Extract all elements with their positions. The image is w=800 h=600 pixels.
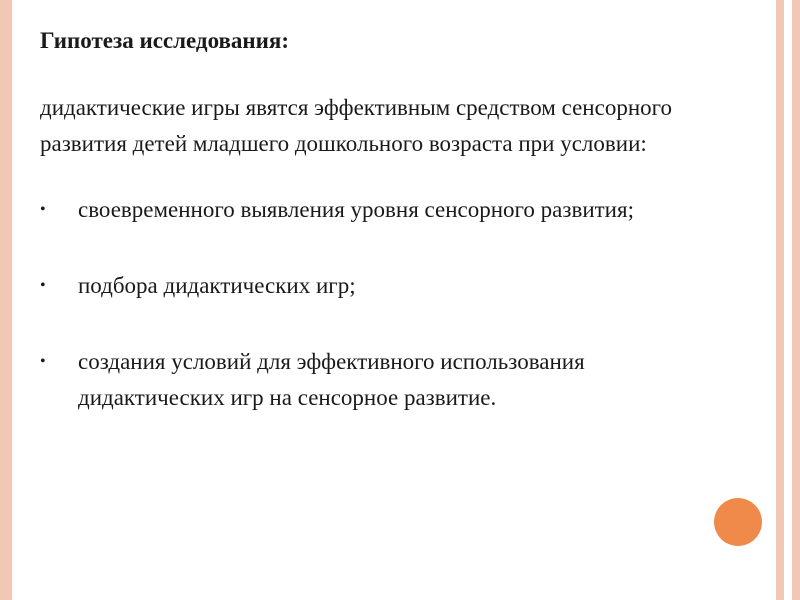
list-item-text: создания условий для эффективного использования дидактических игр на сенсорное развитие.: [78, 349, 585, 410]
bullet-icon: •: [40, 277, 46, 294]
slide-content: [40, 24, 760, 416]
hypothesis-text: дидактические игры явятся эффективным средством сенсорного развития детей младшего дошкольного возраста при условии:: [40, 95, 672, 156]
bullet-icon: •: [40, 201, 46, 218]
right-border-stripe-inner: [776, 0, 784, 600]
right-border-stripe-outer: [792, 0, 800, 600]
list-item-text: своевременного выявления уровня сенсорного развития;: [78, 197, 634, 222]
list-item: [40, 268, 718, 304]
conditions-list: [40, 192, 760, 416]
decorative-circle: [714, 498, 762, 546]
list-item-text: подбора дидактических игр;: [78, 273, 356, 298]
bullet-icon: •: [40, 353, 46, 370]
left-border-strip: [0, 0, 12, 600]
list-item: [40, 344, 718, 416]
list-item: [40, 192, 718, 228]
slide-title: Гипотеза исследования:: [40, 28, 290, 53]
